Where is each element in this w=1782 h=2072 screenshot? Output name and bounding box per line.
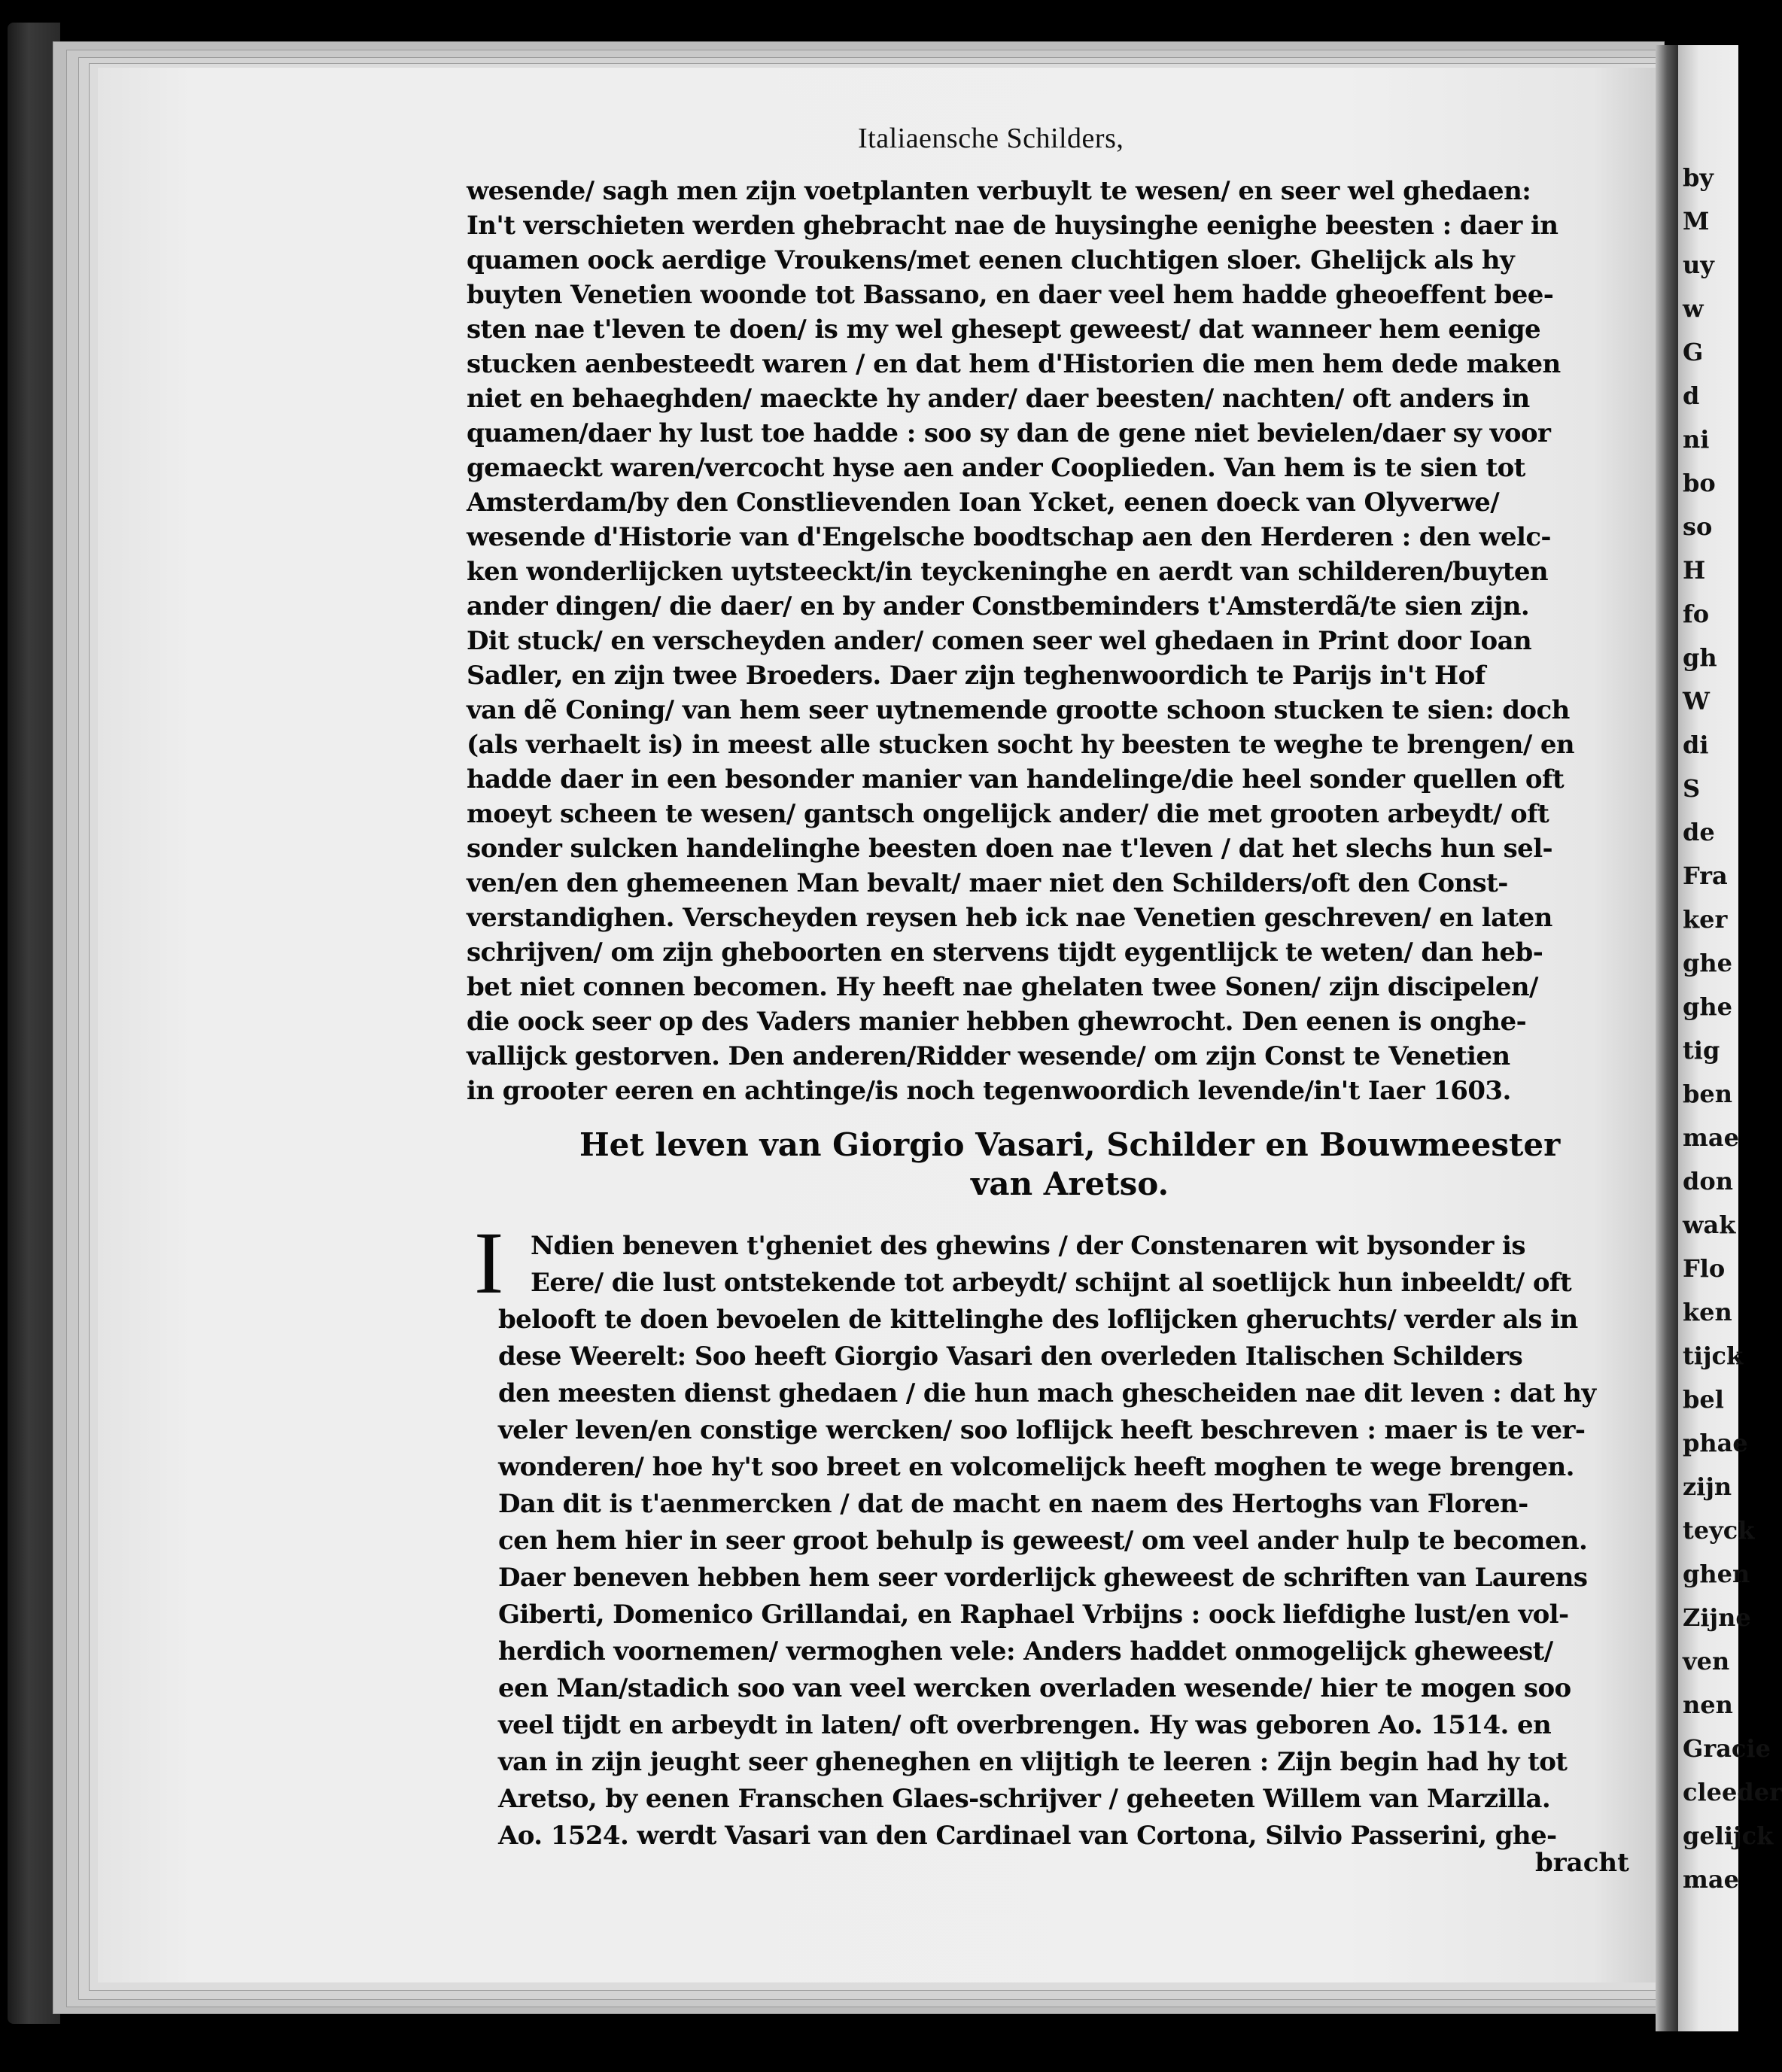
chapter-heading-subtitle: van Aretso. [971, 1165, 1169, 1202]
text-line: Daer beneven hebben hem seer vorderlijck gheweest de schriften van Laurens [498, 1563, 1588, 1593]
right-page-fragment: Gracie [1683, 1734, 1771, 1763]
text-line: verstandighen. Verscheyden reysen heb ick nae Venetien geschreven/ en laten [467, 903, 1552, 933]
text-line: Sadler, en zijn twee Broeders. Daer zijn teghenwoordich te Parijs in't Hof [467, 661, 1486, 691]
text-line: quamen oock aerdige Vroukens/met eenen cluchtigen sloer. Ghelijck als hy [467, 245, 1515, 275]
text-line: den meesten dienst ghedaen / die hun mach ghescheiden nae dit leven : dat hy [498, 1378, 1596, 1408]
text-line: quamen/daer hy lust toe hadde : soo sy dan de gene niet bevielen/daer sy voor [467, 418, 1551, 448]
right-page-fragment: ven [1683, 1647, 1730, 1676]
text-line: moeyt scheen te wesen/ gantsch ongelijck ander/ die met grooten arbeydt/ oft [467, 799, 1549, 829]
text-line: hadde daer in een besonder manier van handelinge/die heel sonder quellen oft [467, 764, 1565, 794]
right-page-fragment: ken [1683, 1298, 1732, 1326]
right-page-fragment: phae [1683, 1429, 1748, 1457]
text-line: die oock seer op des Vaders manier hebben ghewrocht. Den eenen is onghe- [467, 1007, 1527, 1037]
text-line: dese Weerelt: Soo heeft Giorgio Vasari den overleden Italischen Schilders [498, 1341, 1523, 1372]
right-page-fragment: ben [1683, 1080, 1732, 1108]
right-page-fragment: cleeder [1683, 1778, 1782, 1806]
right-page-fragment: w [1683, 294, 1704, 323]
chapter-heading: Het leven van Giorgio Vasari, Schilder en Bouwmeester [579, 1126, 1561, 1163]
text-line: wonderen/ hoe hy't soo breet en volcomelijck heeft moghen te wege brengen. [498, 1452, 1574, 1482]
right-page-fragment: ghe [1683, 992, 1732, 1021]
running-head: Italiaensche Schilders, [858, 123, 1124, 154]
text-line: cen hem hier in seer groot behulp is geweest/ om veel ander hulp te becomen. [498, 1526, 1588, 1556]
right-page-fragment: S [1683, 774, 1701, 803]
right-page-fragment: Fra [1683, 861, 1728, 890]
text-line: ken wonderlijcken uytsteeckt/in teyckeninghe en aerdt van schilderen/buyten [467, 557, 1548, 587]
text-line: Ndien beneven t'gheniet des ghewins / der Constenaren wit bysonder is [531, 1231, 1525, 1261]
right-page-fragment: nen [1683, 1691, 1733, 1719]
text-line: niet en behaeghden/ maeckte hy ander/ daer beesten/ nachten/ oft anders in [467, 384, 1530, 414]
right-page-fragment: G [1683, 338, 1704, 366]
right-page-fragment: ni [1683, 425, 1710, 454]
text-line: Eere/ die lust ontstekende tot arbeydt/ schijnt al soetlijck hun inbeeldt/ oft [531, 1268, 1572, 1298]
right-page-fragment: Flo [1683, 1254, 1726, 1283]
text-line: een Man/stadich soo van veel wercken overladen wesende/ hier te mogen soo [498, 1673, 1571, 1703]
right-page-fragment: tijck [1683, 1341, 1744, 1370]
right-page-fragment: de [1683, 818, 1715, 846]
text-line: van in zijn jeught seer gheneghen en vlijtigh te leeren : Zijn begin had hy tot [498, 1747, 1568, 1777]
right-page-fragment: bel [1683, 1385, 1724, 1414]
right-page-fragment: don [1683, 1167, 1733, 1196]
text-line: belooft te doen bevoelen de kittelinghe des loflijcken gheruchts/ verder als in [498, 1305, 1578, 1335]
right-page-fragment: ker [1683, 905, 1728, 934]
right-page-fragment: d [1683, 381, 1700, 410]
text-line: in grooter eeren en achtinge/is noch tegenwoordich levende/in't Iaer 1603. [467, 1076, 1511, 1106]
catchword: bracht [1535, 1848, 1629, 1878]
right-page-fragment: tig [1683, 1036, 1720, 1065]
right-page-fragment: gelijck [1683, 1821, 1774, 1850]
right-page-fragment: di [1683, 731, 1709, 759]
right-page-fragment: W [1683, 687, 1710, 715]
text-line: Ao. 1524. werdt Vasari van den Cardinael van Cortona, Silvio Passerini, ghe- [498, 1821, 1557, 1851]
right-page-fragment: ghe [1683, 949, 1732, 977]
text-line: Dan dit is t'aenmercken / dat de macht en naem des Hertoghs van Floren- [498, 1489, 1528, 1519]
right-page-fragment: ghen [1683, 1560, 1750, 1588]
right-page-fragment: zijn [1683, 1472, 1732, 1501]
text-line: ven/en den ghemeenen Man bevalt/ maer niet den Schilders/oft den Const- [467, 868, 1508, 898]
right-page-fragment: so [1683, 512, 1713, 541]
right-page-fragment: Zijne [1683, 1603, 1751, 1632]
text-line: herdich voornemen/ vermoghen vele: Anders haddet onmogelijck gheweest/ [498, 1636, 1553, 1666]
text-line: buyten Venetien woonde tot Bassano, en daer veel hem hadde gheoeffent bee- [467, 280, 1554, 310]
text-line: Amsterdam/by den Constlievenden Ioan Ycket, eenen doeck van Olyverwe/ [467, 488, 1500, 518]
right-page-fragment: by [1683, 163, 1714, 192]
right-page-fragment: gh [1683, 643, 1717, 672]
text-line: bet niet connen becomen. Hy heeft nae ghelaten twee Sonen/ zijn discipelen/ [467, 972, 1538, 1002]
text-line: Giberti, Domenico Grillandai, en Raphael Vrbijns : oock liefdighe lust/en vol- [498, 1600, 1569, 1630]
text-line: wesende/ sagh men zijn voetplanten verbuylt te wesen/ en seer wel ghedaen: [467, 176, 1531, 206]
right-page-fragment: H [1683, 556, 1706, 585]
text-line: gemaeckt waren/vercocht hyse aen ander Cooplieden. Van hem is te sien tot [467, 453, 1525, 483]
text-line: (als verhaelt is) in meest alle stucken socht hy beesten te weghe te brengen/ en [467, 730, 1575, 760]
text-line: schrijven/ om zijn gheboorten en stervens tijdt eygentlijck te weten/ dan heb- [467, 937, 1543, 968]
text-line: sonder sulcken handelinghe beesten doen nae t'leven / dat het slechs hun sel- [467, 834, 1553, 864]
text-line: ander dingen/ die daer/ en by ander Constbeminders t'Amsterdã/te sien zijn. [467, 591, 1530, 621]
text-line: vallijck gestorven. Den anderen/Ridder wesende/ om zijn Const te Venetien [467, 1041, 1510, 1071]
right-page-fragment: mae [1683, 1123, 1739, 1152]
right-page-fragment: mae [1683, 1865, 1739, 1894]
text-line: veler leven/en constige wercken/ soo loflijck heeft beschreven : maer is te ver- [498, 1415, 1586, 1445]
text-line: sten nae t'leven te doen/ is my wel ghesept geweest/ dat wanneer hem eenige [467, 314, 1541, 345]
right-page-fragment: M [1683, 207, 1710, 235]
text-line: veel tijdt en arbeydt in laten/ oft overbrengen. Hy was geboren Ao. 1514. en [498, 1710, 1552, 1740]
text-line: Aretso, by eenen Franschen Glaes-schrijver / geheeten Willem van Marzilla. [498, 1784, 1551, 1814]
right-page-fragment: teyck [1683, 1516, 1755, 1545]
text-line: In't verschieten werden ghebracht nae de huysinghe eenighe beesten : daer in [467, 211, 1558, 241]
right-page-edge [1678, 45, 1782, 2031]
text-line: wesende d'Historie van d'Engelsche boodtschap aen den Herderen : den welc- [467, 522, 1551, 552]
right-page-fragment: uy [1683, 251, 1714, 279]
text-line: van dẽ Coning/ van hem seer uytnemende grootte schoon stucken te sien: doch [467, 695, 1570, 725]
right-page-fragment: fo [1683, 600, 1710, 628]
drop-cap: I [474, 1214, 504, 1312]
right-page-fragment: wak [1683, 1211, 1736, 1239]
right-page-fragment: bo [1683, 469, 1716, 497]
text-line: Dit stuck/ en verscheyden ander/ comen seer wel ghedaen in Print door Ioan [467, 626, 1532, 656]
text-line: stucken aenbesteedt waren / en dat hem d'Historien die men hem dede maken [467, 349, 1561, 379]
